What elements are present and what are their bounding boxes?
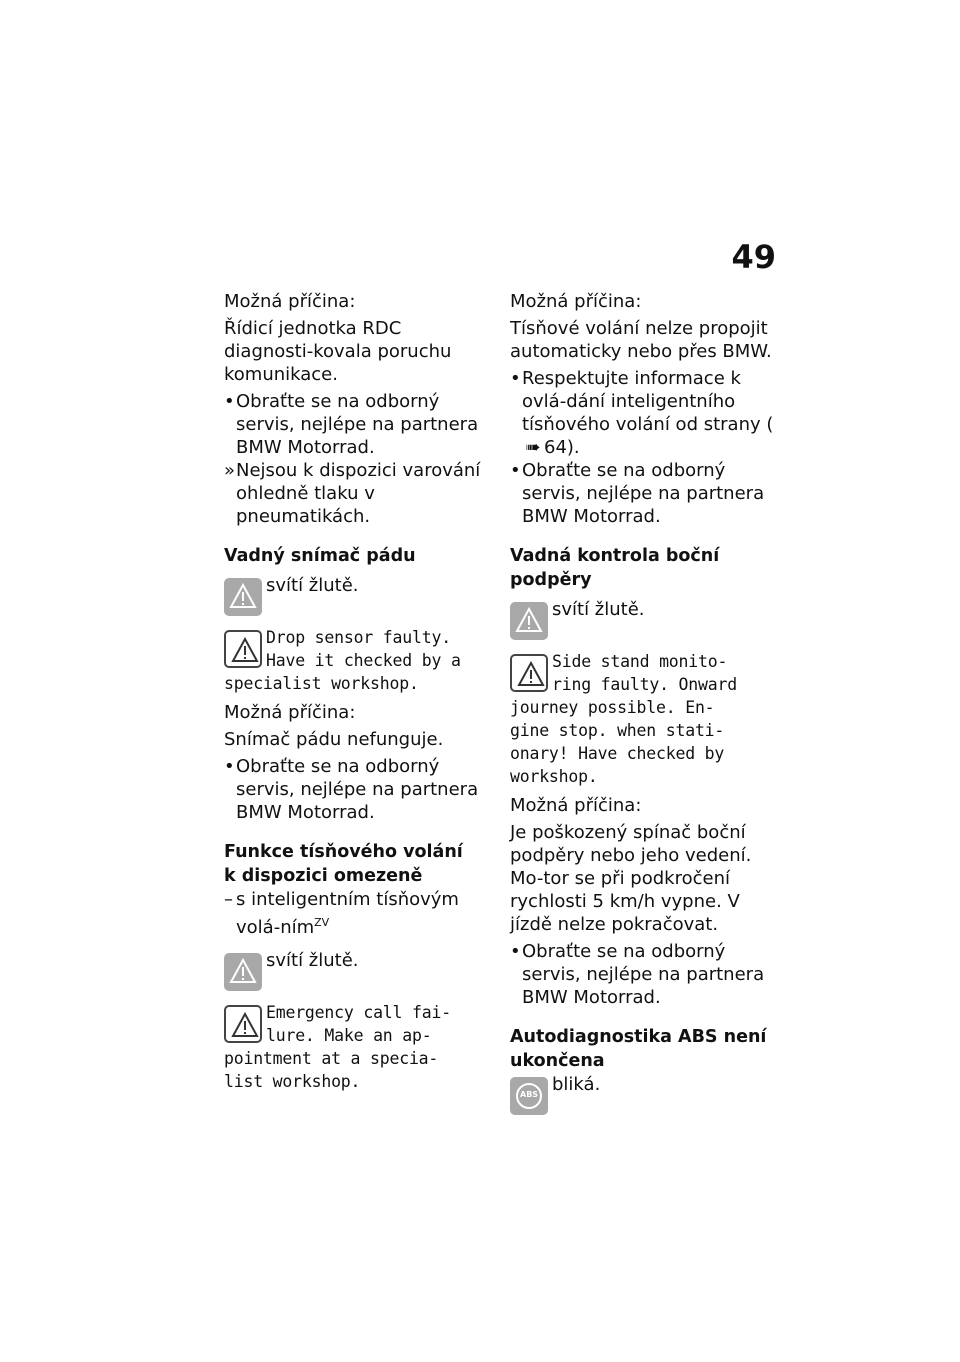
cause-text: Tísňové volání nelze propojit automaticky nebo přes BMW.	[510, 318, 772, 362]
warning-triangle-icon	[224, 578, 262, 616]
abs-icon-label: ABS	[520, 1090, 539, 1099]
bullet-mark: •	[510, 941, 521, 962]
heading-line: Autodiagnostika ABS není	[510, 1027, 767, 1047]
status-text: svítí žlutě.	[266, 575, 359, 596]
dash-item	[224, 888, 496, 939]
bullet-text: Obraťte se na odborný servis, nejlépe na partnera BMW Motorrad.	[522, 941, 765, 1008]
bullet-item	[510, 940, 782, 1009]
bullet-text: Respektujte informace k ovlá-dání inteligentního tísňového volání od strany (	[522, 368, 774, 435]
bullet-mark: •	[224, 756, 235, 777]
warning-triangle-outline-icon	[510, 654, 548, 692]
variant-sup: ZV	[314, 916, 330, 929]
cause-text: Řídicí jednotka RDC diagnosti-kovala poruchu komunikace.	[224, 318, 452, 385]
bullet-mark: •	[224, 391, 235, 412]
abs-warning-icon	[510, 1077, 548, 1115]
message-line: Emergency call fai-	[266, 1003, 451, 1022]
display-message	[224, 626, 496, 695]
section-heading-side-stand: Vadná kontrola boční podpěry	[510, 546, 720, 590]
message-line: ring faulty. Onward	[552, 675, 737, 694]
left-column	[224, 290, 496, 1093]
display-message	[224, 1001, 496, 1093]
message-line: lure. Make an ap-	[266, 1026, 432, 1045]
cause-text: Snímač pádu nefunguje.	[224, 729, 444, 750]
status-row	[510, 1073, 782, 1117]
section-heading-abs	[510, 1025, 782, 1073]
message-line: journey possible. En-	[510, 698, 715, 717]
message-line: gine stop. when stati-	[510, 721, 725, 740]
dash-mark: –	[224, 889, 233, 910]
bullet-item	[224, 755, 496, 824]
warning-triangle-outline-icon	[224, 1005, 262, 1043]
result-mark: »	[224, 460, 236, 481]
message-line: pointment at a specia-	[224, 1049, 439, 1068]
message-line: workshop.	[510, 767, 598, 786]
bullet-mark: •	[510, 368, 521, 389]
status-text: bliká.	[552, 1074, 601, 1095]
page-reference-arrow-icon: ➠	[525, 437, 541, 458]
message-line: list workshop.	[224, 1072, 361, 1091]
bullet-item	[224, 390, 496, 459]
heading-line: Funkce tísňového volání	[224, 842, 463, 862]
cause-label: Možná příčina:	[510, 795, 642, 816]
dash-text: s inteligentním tísňovým volá-ním	[236, 889, 459, 938]
status-text: svítí žlutě.	[552, 599, 645, 620]
message-line: Side stand monito-	[552, 652, 728, 671]
bullet-item	[510, 459, 782, 528]
bullet-text: Obraťte se na odborný servis, nejlépe na partnera BMW Motorrad.	[236, 391, 479, 458]
message-line: onary! Have checked by	[510, 744, 725, 763]
page-number: 49	[731, 238, 776, 276]
cause-label: Možná příčina:	[224, 702, 356, 723]
right-column	[510, 290, 782, 1117]
status-row	[510, 598, 782, 642]
section-heading-drop-sensor: Vadný snímač pádu	[224, 546, 416, 566]
section-heading-emergency	[224, 840, 496, 888]
result-item	[224, 459, 496, 528]
warning-triangle-outline-icon	[224, 630, 262, 668]
status-text: svítí žlutě.	[266, 950, 359, 971]
cause-text: Je poškozený spínač boční podpěry nebo jeho vedení. Mo-tor se při podkročení rychlosti 5 km/h vypne. V jízdě nelze pokračovat.	[510, 822, 752, 935]
display-message	[510, 650, 782, 788]
page-reference[interactable]: 64).	[544, 437, 580, 458]
cause-label: Možná příčina:	[224, 291, 356, 312]
heading-line: k dispozici omezeně	[224, 866, 423, 886]
status-row	[224, 949, 496, 993]
heading-line: ukončena	[510, 1051, 605, 1071]
bullet-mark: •	[510, 460, 521, 481]
result-text: Nejsou k dispozici varování ohledně tlaku v pneumatikách.	[236, 460, 481, 527]
message-line: Drop sensor faulty.	[266, 628, 451, 647]
warning-triangle-icon	[510, 602, 548, 640]
bullet-item	[510, 367, 782, 459]
message-line: specialist workshop.	[224, 674, 419, 693]
warning-triangle-icon	[224, 953, 262, 991]
bullet-text: Obraťte se na odborný servis, nejlépe na partnera BMW Motorrad.	[522, 460, 765, 527]
message-line: Have it checked by a	[266, 651, 461, 670]
cause-label: Možná příčina:	[510, 291, 642, 312]
bullet-text: Obraťte se na odborný servis, nejlépe na partnera BMW Motorrad.	[236, 756, 479, 823]
status-row	[224, 574, 496, 618]
